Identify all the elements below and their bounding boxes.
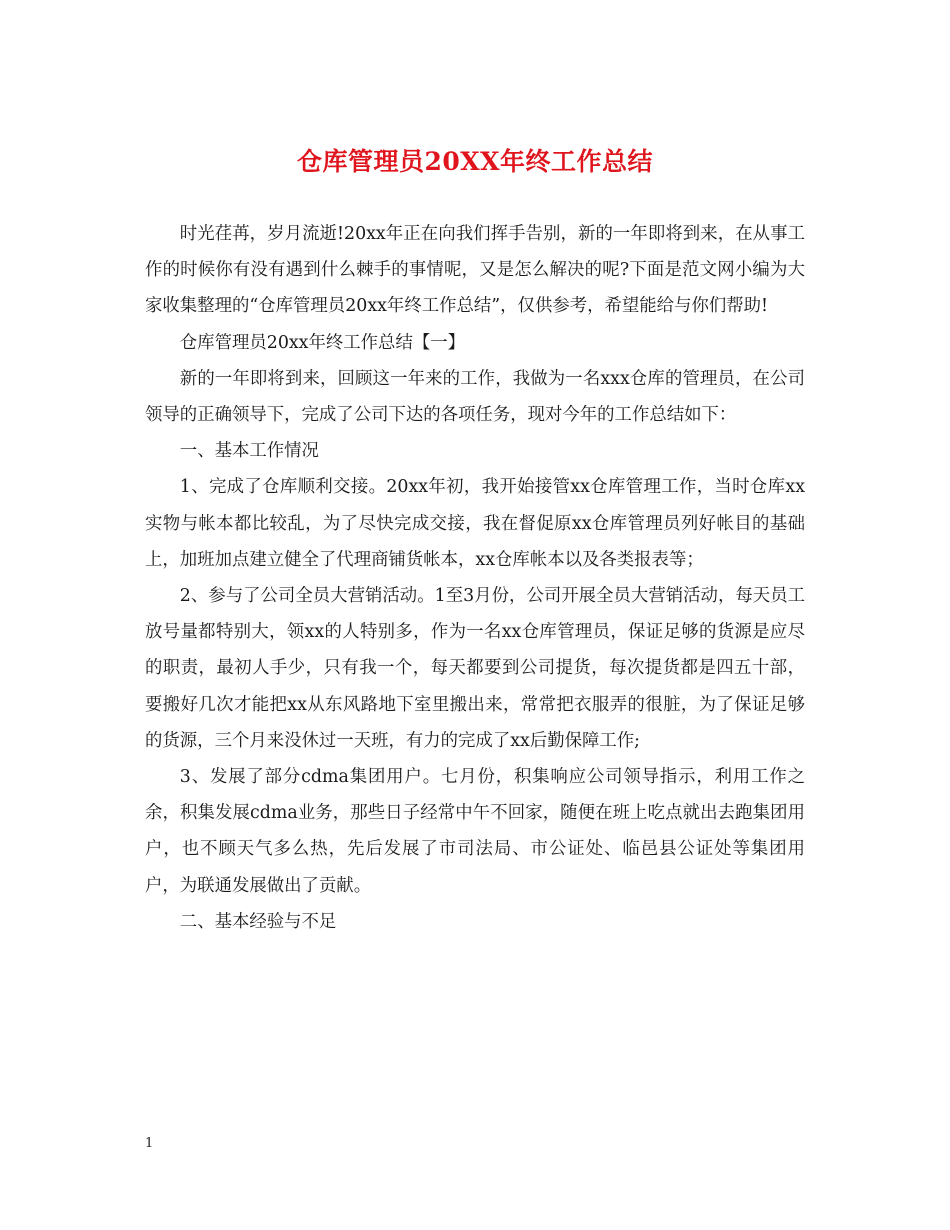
section-heading-part-one: 仓库管理员20xx年终工作总结【一】: [179, 332, 466, 353]
document-body: [145, 216, 805, 940]
paragraph-item-2: 2、参与了公司全员大营销活动。1至3月份，公司开展全员大营销活动，每天员工放号量都特别大，领xx的人特别多，作为一名xx仓库管理员，保证足够的货源是应尽的职责，最初人手少，只有我一个，每天都要到公司提货，每次提货都是四五十部，要搬好几次才能把xx从东风路地下室里搬出来，常常把衣服弄的很脏，为了保证足够的货源，三个月来没休过一天班，有力的完成了xx后勤保障工作;: [145, 586, 805, 751]
paragraph-item-3: 3、发展了部分cdma集团用户。七月份，积集响应公司领导指示，利用工作之余，积集发展cdma业务，那些日子经常中午不回家，随便在班上吃点就出去跑集团用户，也不顾天气多么热，先后发展了市司法局、市公证处、临邑县公证处等集团用户，为联通发展做出了贡献。: [145, 767, 805, 896]
paragraph-item-1: 1、完成了仓库顺利交接。20xx年初，我开始接管xx仓库管理工作，当时仓库xx实物与帐本都比较乱，为了尽快完成交接，我在督促原xx仓库管理员列好帐目的基础上，加班加点建立健全了代理商铺货帐本，xx仓库帐本以及各类报表等；: [145, 477, 805, 570]
document-title: 仓库管理员20XX年终工作总结: [296, 147, 654, 176]
paragraph-overview: 新的一年即将到来，回顾这一年来的工作，我做为一名xxx仓库的管理员，在公司领导的正确领导下，完成了公司下达的各项任务，现对今年的工作总结如下：: [145, 368, 805, 426]
paragraph-intro: 时光荏苒，岁月流逝!20xx年正在向我们挥手告别，新的一年即将到来，在从事工作的时候你有没有遇到什么棘手的事情呢，又是怎么解决的呢?下面是范文网小编为大家收集整理的“仓库管理员20xx年终工作总结”，仅供参考，希望能给与你们帮助!: [145, 224, 805, 317]
page-number: 1: [145, 1136, 154, 1151]
section-heading-basic-work: 一、基本工作情况: [179, 441, 319, 462]
section-heading-experience: 二、基本经验与不足: [179, 911, 337, 932]
